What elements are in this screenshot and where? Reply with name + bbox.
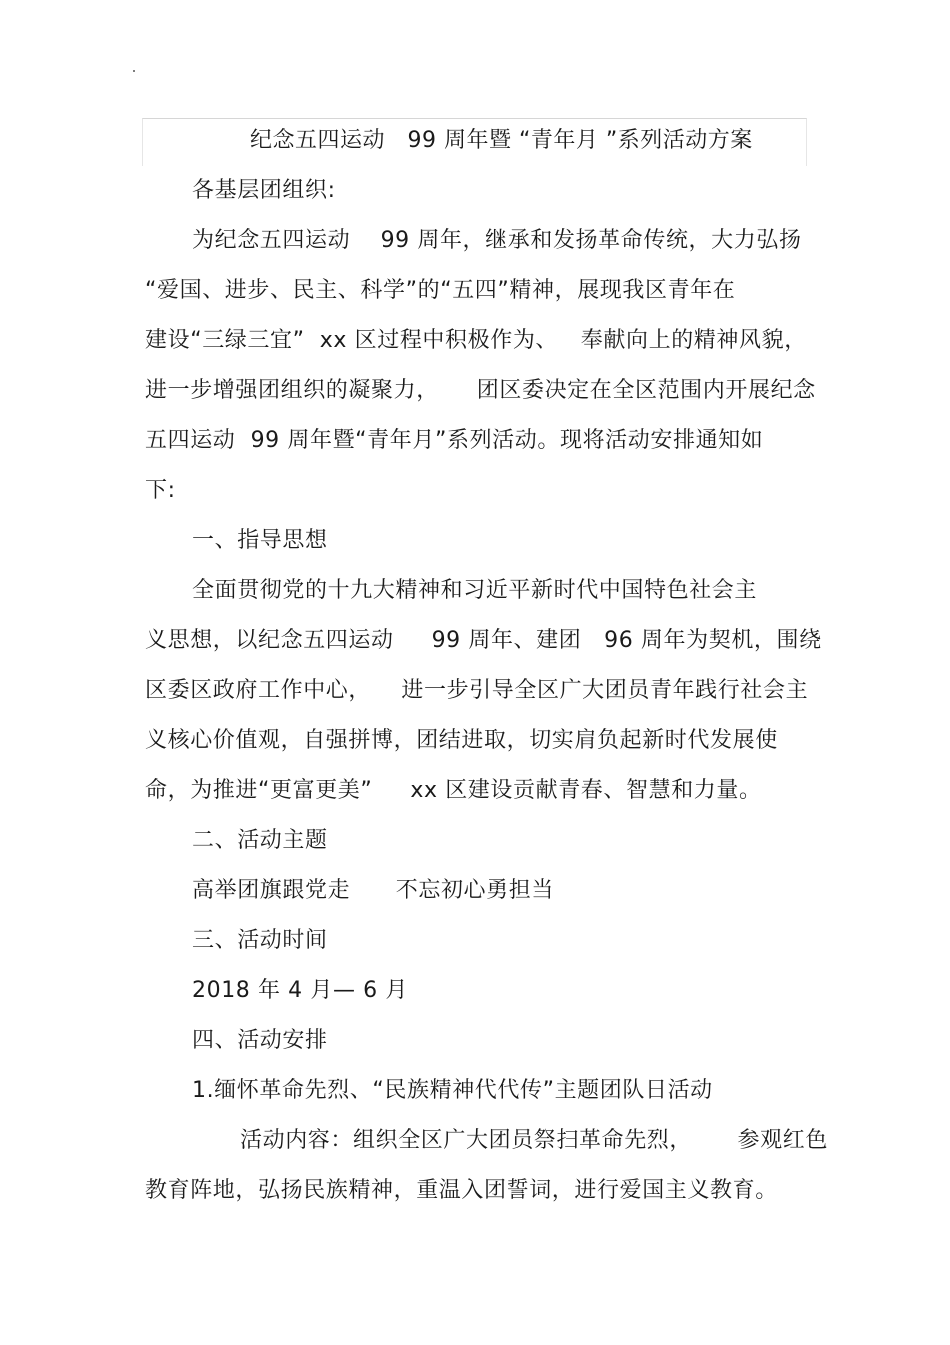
section-line: 义思想，以纪念五四运动 99 周年、建团 96 周年为契机，围绕	[145, 628, 822, 653]
section-heading: 一、指导思想	[192, 528, 328, 553]
intro-line: 进一步增强团组织的凝聚力， 团区委决定在全区范围内开展纪念	[145, 378, 816, 403]
theme-text: 高举团旗跟党走 不忘初心勇担当	[192, 878, 554, 903]
section-line: 命，为推进“更富更美” xx 区建设贡献青春、智慧和力量。	[145, 778, 762, 803]
section-line: 区委区政府工作中心， 进一步引导全区广大团员青年践行社会主	[145, 678, 809, 703]
salutation: 各基层团组织:	[192, 178, 336, 203]
intro-line: “爱国、进步、民主、科学”的“五四”精神，展现我区青年在	[145, 278, 736, 303]
document-title: 纪念五四运动 99 周年暨 “青年月 ”系列活动方案	[250, 128, 753, 153]
section-line: 义核心价值观，自强拼博，团结进取，切实肩负起新时代发展使	[145, 728, 778, 753]
item-title: 1.缅怀革命先烈、“民族精神代代传”主题团队日活动	[192, 1078, 713, 1103]
intro-line: 建设“三绿三宜” xx 区过程中积极作为、 奉献向上的精神风貌，	[145, 328, 807, 353]
intro-line: 为纪念五四运动 99 周年，继承和发扬革命传统，大力弘扬	[192, 228, 802, 253]
item-line: 教育阵地，弘扬民族精神，重温入团誓词，进行爱国主义教育。	[145, 1178, 778, 1203]
section-heading: 三、活动时间	[192, 928, 328, 953]
section-heading: 四、活动安排	[192, 1028, 328, 1053]
section-line: 全面贯彻党的十九大精神和习近平新时代中国特色社会主	[192, 578, 758, 603]
date-range: 2018 年 4 月— 6 月	[192, 978, 408, 1003]
section-heading: 二、活动主题	[192, 828, 328, 853]
page-mark	[133, 70, 135, 72]
intro-line: 下:	[145, 478, 176, 503]
intro-line: 五四运动 99 周年暨“青年月”系列活动。现将活动安排通知如	[145, 428, 764, 453]
item-line: 活动内容：组织全区广大团员祭扫革命先烈， 参观红色	[240, 1128, 828, 1153]
